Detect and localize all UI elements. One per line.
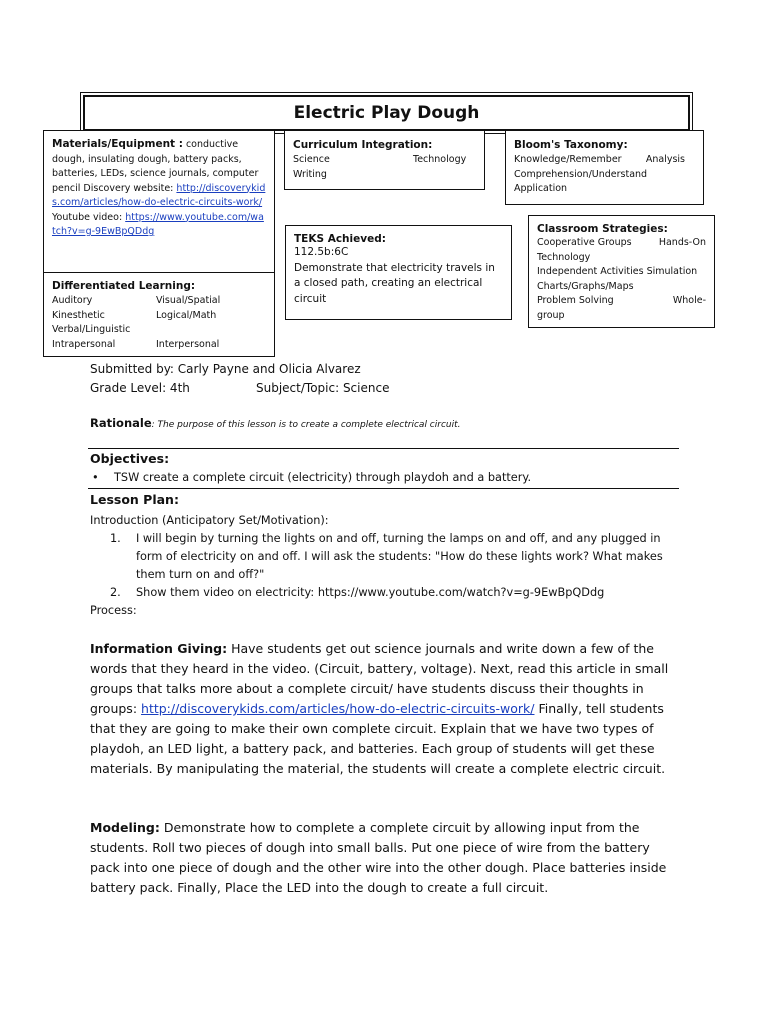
lesson-step-2 bbox=[110, 584, 680, 602]
list-item: Analysis bbox=[645, 154, 685, 165]
list-item: Logical/Math bbox=[156, 309, 217, 321]
materials-box bbox=[43, 130, 275, 273]
list-item: Charts/Graphs/Maps bbox=[537, 280, 634, 292]
discovery-link[interactable]: http://discoverykids.com/articles/how-do-electric-circuits-work/ bbox=[52, 182, 266, 208]
subject-topic: Subject/Topic: Science bbox=[256, 381, 390, 395]
step-number: 1. bbox=[110, 532, 121, 545]
submitted-label: Submitted by: bbox=[90, 362, 174, 376]
materials-heading: Materials/Equipment : bbox=[52, 138, 183, 150]
list-item: Kinesthetic bbox=[52, 309, 105, 321]
blooms-box bbox=[505, 130, 704, 205]
divider-bottom bbox=[88, 488, 679, 489]
list-item: Visual/Spatial bbox=[156, 295, 221, 306]
step-text: I will begin by turning the lights on and off, turning the lamps on and off, and any plugged in form of electricity on and off. I will ask the students: "How do these lights work? What makes them turn on and off?" bbox=[136, 532, 663, 581]
differentiated-box bbox=[43, 272, 275, 357]
grade-level: Grade Level: 4th bbox=[90, 381, 190, 395]
rationale-text: : The purpose of this lesson is to create a complete electrical circuit. bbox=[151, 420, 461, 430]
lesson-step-1 bbox=[110, 530, 680, 584]
curriculum-box bbox=[284, 130, 485, 190]
modeling bbox=[90, 818, 680, 898]
list-item bbox=[413, 168, 476, 183]
modeling-label: Modeling: bbox=[90, 820, 160, 835]
list-item: Application bbox=[514, 183, 568, 194]
list-item: Problem Solving bbox=[537, 295, 614, 306]
teks-code: 112.5b:6C bbox=[294, 246, 349, 258]
information-giving bbox=[90, 639, 680, 779]
info-giving-label: Information Giving: bbox=[90, 641, 228, 656]
curriculum-list bbox=[293, 153, 476, 182]
title-box bbox=[80, 92, 693, 134]
blooms-heading: Bloom's Taxonomy: bbox=[514, 139, 628, 151]
objectives-heading: Objectives: bbox=[90, 451, 170, 466]
rationale bbox=[90, 416, 461, 430]
list-item: Intrapersonal bbox=[52, 338, 116, 350]
list-item: Science bbox=[293, 154, 330, 165]
list-item: group bbox=[537, 309, 565, 321]
info-giving-text1: Have students get out science journals and write down a few of the words that they heard in the video. (Circuit, battery, voltage). Next, read this article in small groups that talks more about a complete circuit/ have students discuss their thoughts in groups: bbox=[90, 641, 669, 716]
teks-heading: TEKS Achieved: bbox=[294, 233, 386, 245]
list-item: Comprehension/Understand bbox=[514, 168, 648, 180]
list-item bbox=[156, 323, 266, 338]
list-item: Verbal/Linguistic bbox=[52, 324, 131, 335]
differentiated-list bbox=[52, 294, 266, 352]
modeling-text: Demonstrate how to complete a complete circuit by allowing input from the students. Roll two pieces of dough into small balls. Put one piece of wire from the battery pack into one piece of dough and the other wire into the other dough. Place batteries inside battery pack. Finally, Place the LED into the dough to create a full circuit. bbox=[90, 820, 667, 895]
objectives-bullet bbox=[92, 471, 531, 484]
page-title: Electric Play Dough bbox=[83, 95, 690, 131]
strategies-list bbox=[537, 236, 706, 323]
list-item: Whole- bbox=[672, 295, 706, 306]
bullet-icon: • bbox=[92, 471, 99, 484]
list-item: Technology bbox=[537, 251, 591, 263]
teks-text: Demonstrate that electricity travels in a closed path, creating an electrical circuit bbox=[294, 261, 495, 305]
lesson-plan-heading: Lesson Plan: bbox=[90, 492, 179, 507]
submitted-line bbox=[90, 362, 361, 376]
objective-text: TSW create a complete circuit (electricity) through playdoh and a battery. bbox=[114, 471, 532, 484]
teks-box bbox=[285, 225, 512, 320]
materials-text bbox=[52, 137, 266, 240]
list-item: Interpersonal bbox=[156, 338, 220, 350]
list-item: Auditory bbox=[52, 295, 93, 306]
list-item: Technology bbox=[413, 154, 467, 165]
differentiated-heading: Differentiated Learning: bbox=[52, 280, 196, 292]
rationale-label: Rationale bbox=[90, 416, 152, 430]
list-item: Cooperative Groups bbox=[537, 237, 632, 248]
info-giving-text2: Finally, tell students that they are going to make their own complete circuit. Explain that we have two types of playdoh, an LED light, a battery pack, and batteries. Each group of students will get these materials. By manipulating the material, the students will create a complete electric circuit. bbox=[90, 701, 666, 776]
materials-mid: Youtube video: bbox=[52, 211, 123, 223]
list-item: Knowledge/Remember bbox=[514, 154, 622, 165]
blooms-list bbox=[514, 153, 695, 197]
lesson-intro: Introduction (Anticipatory Set/Motivation): bbox=[90, 514, 329, 527]
strategies-heading: Classroom Strategies: bbox=[537, 223, 668, 235]
submitted-value: Carly Payne and Olicia Alvarez bbox=[173, 362, 361, 376]
list-item: Independent Activities Simulation bbox=[537, 266, 698, 277]
list-item: Hands-On bbox=[658, 237, 706, 248]
divider-top bbox=[88, 448, 679, 449]
list-item: Writing bbox=[293, 168, 327, 180]
process-label: Process: bbox=[90, 604, 137, 617]
youtube-link[interactable]: https://www.youtube.com/watch?v=g-9EwBpQDdg bbox=[52, 211, 264, 237]
strategies-box bbox=[528, 215, 715, 328]
step-text: Show them video on electricity: https://www.youtube.com/watch?v=g-9EwBpQDdg bbox=[136, 586, 605, 599]
curriculum-heading: Curriculum Integration: bbox=[293, 139, 433, 151]
discovery-article-link[interactable]: http://discoverykids.com/articles/how-do-electric-circuits-work/ bbox=[141, 701, 535, 716]
materials-body: conductive dough, insulating dough, battery packs, batteries, LEDs, science journals, computer pencil Discovery website: bbox=[52, 139, 259, 194]
step-number: 2. bbox=[110, 586, 121, 599]
